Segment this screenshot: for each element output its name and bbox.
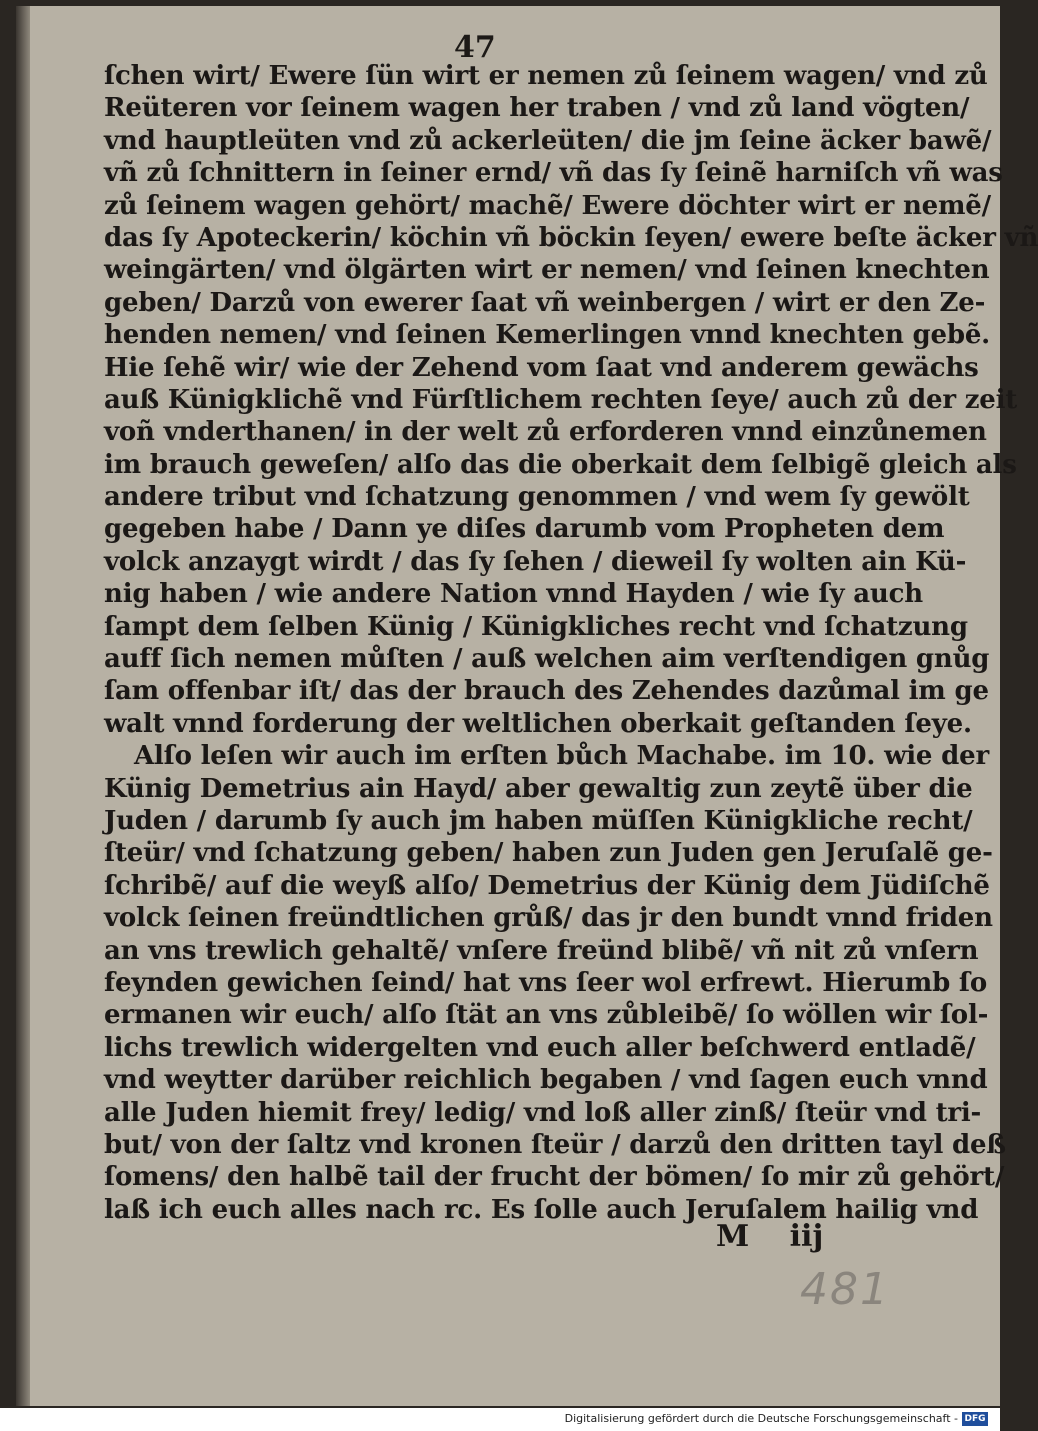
text-line: laß ich euch alles nach rc. Es ſolle auch Jeruſalem hailig vnd [104, 1194, 979, 1225]
text-line: nig haben / wie andere Nation vnnd Hayden / wie ſy auch [104, 579, 923, 610]
text-line: walt vnnd forderung der weltlichen oberkait geſtanden ſeye. [104, 708, 972, 739]
text-line: das ſy Apoteckerin/ köchin vñ böckin ſeyen/ ewere beſte äcker vñ [104, 222, 1038, 253]
text-line: ſteür/ vnd ſchatzung geben/ haben zun Juden gen Jeruſalẽ ge- [104, 838, 993, 869]
text-line: volck ſeinen freündtlichen grůß/ das jr den bundt vnnd friden [104, 903, 993, 934]
text-line: im brauch geweſen/ alſo das die oberkait dem ſelbigẽ gleich als [104, 449, 1017, 480]
archive-page-number: 481 [800, 1264, 890, 1315]
text-line: lichs trewlich widergelten vnd euch aller beſchwerd entladẽ/ [104, 1032, 976, 1063]
text-line: ſampt dem ſelben Künig / Künigkliches recht vnd ſchatzung [104, 611, 968, 642]
text-line: vnd weytter darüber reichlich begaben / vnd ſagen euch vnnd [104, 1065, 988, 1096]
text-line: ſomens/ den halbẽ tail der frucht der bömen/ ſo mir zů gehört/ [104, 1162, 1005, 1193]
text-line: gegeben habe / Dann ye diſes darumb vom Propheten dem [104, 514, 945, 545]
text-line: but/ von der ſaltz vnd kronen ſteür / darzů den dritten tayl deß [104, 1129, 1006, 1160]
text-line: volck anzaygt wirdt / das ſy ſehen / dieweil ſy wolten ain Kü- [104, 546, 967, 577]
text-line: henden nemen/ vnd ſeinen Kemerlingen vnnd knechten gebẽ. [104, 320, 991, 351]
text-line: ſchribẽ/ auf die weyß alſo/ Demetrius der Künig dem Jüdiſchẽ [104, 870, 990, 901]
page-number: 47 [454, 30, 496, 65]
text-line: Hie ſehẽ wir/ wie der Zehend vom ſaat vnd anderem gewächs [104, 352, 979, 383]
text-line: vñ zů ſchnittern in ſeiner ernd/ vñ das ſy ſeinẽ harniſch vñ was [104, 158, 1003, 189]
text-line: weingärten/ vnd ölgärten wirt er nemen/ vnd ſeinen knechten [104, 255, 990, 286]
text-line: feynden gewichen ſeind/ hat vns ſeer wol erfrewt. Hierumb ſo [104, 967, 988, 998]
book-page [16, 6, 1038, 1406]
text-line: ſchen wirt/ Ewere ſün wirt er nemen zů ſeinem wagen/ vnd zů [104, 61, 988, 91]
dfg-logo: DFG [962, 1412, 988, 1426]
text-line: alle Juden hiemit frey/ ledig/ vnd loß aller zinß/ ſteür vnd tri- [104, 1097, 982, 1128]
text-line: andere tribut vnd ſchatzung genommen / vnd wem ſy gewölt [104, 482, 970, 513]
text-line: Reüteren vor ſeinem wagen her traben / vnd zů land vögten/ [104, 93, 970, 124]
text-line: zů ſeinem wagen gehört/ machẽ/ Ewere döchter wirt er nemẽ/ [104, 190, 991, 221]
funding-notice: Digitalisierung gefördert durch die Deutsche Forschungsgemeinschaft - [564, 1412, 958, 1425]
text-line: Künig Demetrius ain Hayd/ aber gewaltig zun zeytẽ über die [104, 773, 973, 804]
text-line: ermanen wir euch/ alſo ſtät an vns zůbleibẽ/ ſo wöllen wir ſol- [104, 1000, 989, 1031]
page-gutter [16, 6, 30, 1406]
text-line: auß Künigklichẽ vnd Fürſtlichem rechten ſeye/ auch zů der zeit [104, 384, 1018, 415]
text-line: an vns trewlich gehaltẽ/ vnſere freünd blibẽ/ vñ nit zů vnſern [104, 935, 979, 966]
text-line: ſam offenbar iſt/ das der brauch des Zehendes dazůmal im ge [104, 676, 989, 707]
text-line: voñ vnderthanen/ in der welt zů erforderen vnnd einzůnemen [104, 417, 987, 448]
body-text [104, 60, 1038, 1226]
text-line: auff ſich nemen můſten / auß welchen aim verſtendigen gnůg [104, 644, 990, 675]
footer-bar [0, 1408, 1000, 1431]
text-line: vnd hauptleüten vnd zů ackerleüten/ die jm ſeine äcker bawẽ/ [104, 125, 992, 156]
text-line: geben/ Darzů von ewerer ſaat vñ weinbergen / wirt er den Ze- [104, 287, 986, 318]
text-line: Juden / darumb ſy auch jm haben müſſen Künigkliche recht/ [104, 805, 973, 836]
text-line: Alſo leſen wir auch im erſten bůch Machabe. im 10. wie der [134, 741, 989, 772]
signature-mark: M iij [716, 1219, 824, 1254]
